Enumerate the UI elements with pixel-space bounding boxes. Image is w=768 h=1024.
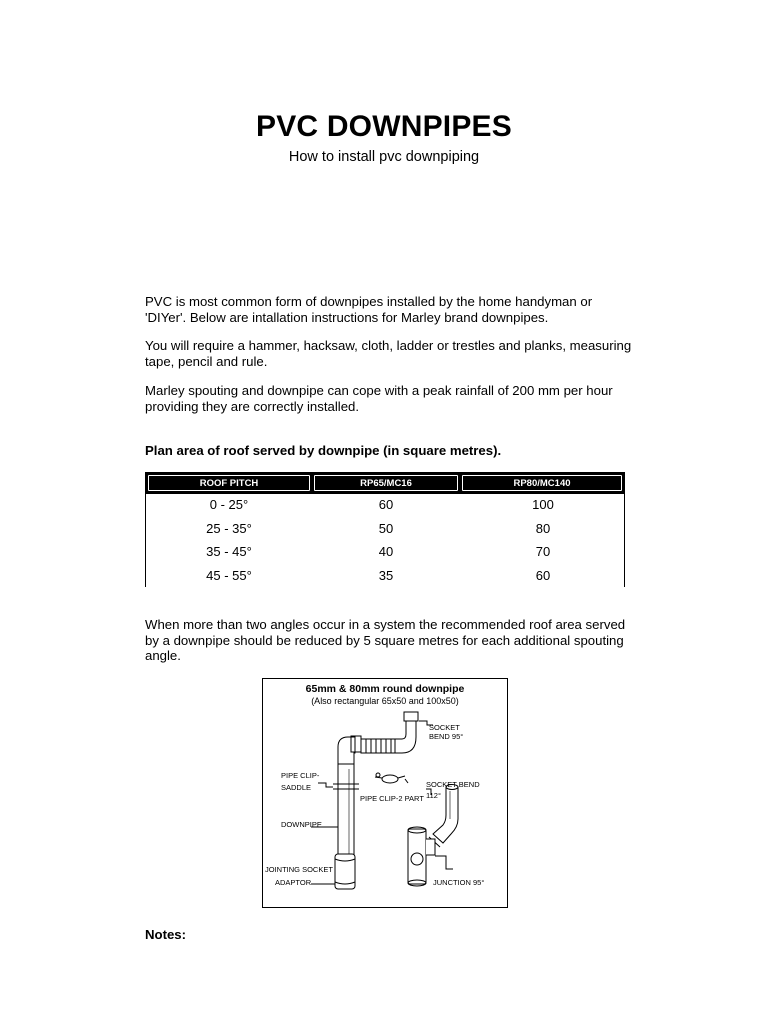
header-roof-pitch: ROOF PITCH — [148, 475, 310, 491]
label-socket-bend-112-line2: 112° — [426, 791, 441, 800]
downpipe-diagram — [262, 678, 508, 908]
cell-rp80: 100 — [532, 497, 554, 512]
table-header — [145, 472, 625, 494]
cell-rp65: 35 — [378, 568, 394, 583]
table-row — [145, 494, 625, 517]
angles-paragraph: When more than two angles occur in a system the recommended roof area served by a downpipe should be reduced by 5 square metres for each additional spouting angle. — [145, 617, 626, 663]
cell-rp80: 60 — [535, 568, 551, 583]
header-rp65: RP65/MC16 — [314, 475, 458, 491]
rainfall-paragraph: Marley spouting and downpipe can cope with a peak rainfall of 200 mm per hour providing they are correctly installed. — [145, 383, 613, 414]
notes-heading: Notes: — [145, 927, 187, 942]
cell-rp65: 40 — [378, 544, 394, 559]
label-jointing-socket-line2: ADAPTOR — [275, 878, 312, 887]
label-socket-bend-95-line2: BEND 95° — [429, 732, 464, 741]
page-title: PVC DOWNPIPES — [256, 110, 512, 143]
figure-subtitle: (Also rectangular 65x50 and 100x50) — [311, 696, 459, 706]
page-subtitle: How to install pvc downpiping — [288, 149, 480, 165]
cell-rp80: 70 — [535, 544, 551, 559]
label-pipe-clip-2-part: PIPE CLIP-2 PART — [360, 794, 424, 803]
table-row — [145, 518, 625, 541]
label-jointing-socket-line1: JOINTING SOCKET — [265, 865, 333, 874]
intro-paragraph: PVC is most common form of downpipes installed by the home handyman or 'DIYer'. Below are intallation instructions for Marley brand downpipes. — [145, 294, 593, 325]
label-pipe-clip-saddle-line1: PIPE CLIP- — [281, 771, 320, 780]
cell-rp65: 60 — [378, 497, 394, 512]
cell-pitch: 25 - 35° — [206, 521, 252, 536]
cell-pitch: 35 - 45° — [206, 544, 252, 559]
table-row — [145, 541, 625, 564]
cell-rp80: 80 — [535, 521, 551, 536]
roof-area-table — [145, 472, 625, 587]
cell-pitch: 45 - 55° — [206, 568, 252, 583]
figure-title: 65mm & 80mm round downpipe — [305, 683, 465, 695]
table-row — [145, 565, 625, 588]
label-pipe-clip-saddle-line2: SADDLE — [281, 783, 312, 792]
label-socket-bend-95-line1: SOCKET — [429, 723, 460, 732]
header-rp80: RP80/MC140 — [462, 475, 622, 491]
label-socket-bend-112-line1: SOCKET BEND — [426, 780, 480, 789]
cell-rp65: 50 — [378, 521, 394, 536]
label-junction-95: JUNCTION 95° — [433, 878, 485, 887]
cell-pitch: 0 - 25° — [209, 497, 249, 512]
table-caption: Plan area of roof served by downpipe (in square metres). — [145, 443, 502, 458]
tools-paragraph: You will require a hammer, hacksaw, cloth, ladder or trestles and planks, measuring tape, pencil and rule. — [145, 338, 632, 369]
downpipe-diagram-drawing — [263, 679, 507, 907]
label-downpipe: DOWNPIPE — [281, 820, 322, 829]
